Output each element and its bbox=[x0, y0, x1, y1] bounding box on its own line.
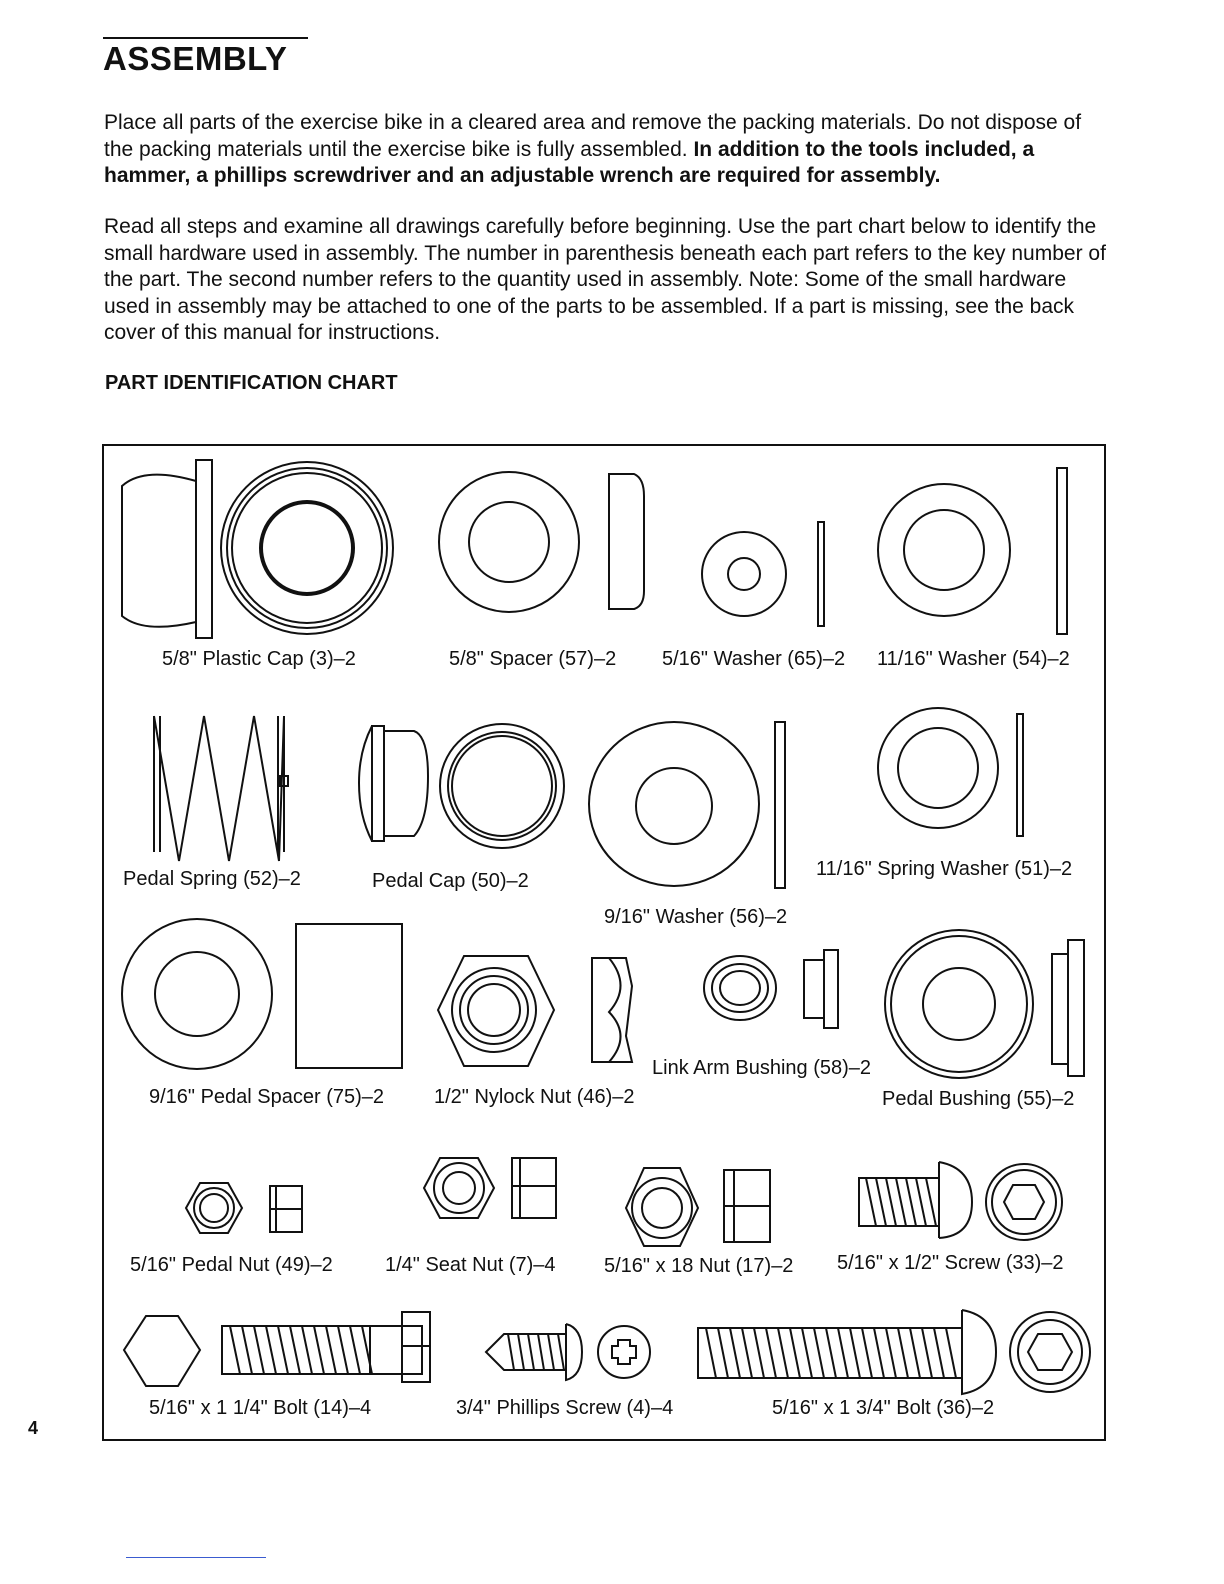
part-label-pedal-spacer: 9/16" Pedal Spacer (75)–2 bbox=[149, 1086, 385, 1108]
part-label-washer-56: 9/16" Washer (56)–2 bbox=[604, 906, 788, 928]
bolt-14-illustration bbox=[124, 1312, 430, 1386]
footer-line bbox=[126, 1557, 266, 1558]
title-rule bbox=[103, 37, 308, 39]
washer-54-illustration bbox=[878, 468, 1067, 634]
pedal-spring-illustration bbox=[154, 716, 288, 861]
part-label-link-arm-bushing: Link Arm Bushing (58)–2 bbox=[652, 1057, 872, 1079]
pedal-nut-illustration bbox=[186, 1183, 302, 1233]
screw-33-illustration bbox=[859, 1162, 1062, 1240]
part-label-washer-65: 5/16" Washer (65)–2 bbox=[662, 648, 846, 670]
bolt-36-illustration bbox=[698, 1310, 1090, 1394]
spacer-57-illustration bbox=[439, 472, 644, 612]
part-label-washer-54: 11/16" Washer (54)–2 bbox=[877, 648, 1070, 670]
intro-text: Place all parts of the exercise bike in a cleared area and remove the packing materials. Do not dispose of the packing materials until the exercise bike is fully assembled. bbox=[104, 111, 1082, 161]
part-label-pedal-nut: 5/16" Pedal Nut (49)–2 bbox=[130, 1254, 333, 1276]
intro-paragraph-1 bbox=[104, 110, 1114, 190]
parts-illustrations bbox=[104, 446, 1108, 1443]
washer-56-illustration bbox=[589, 722, 785, 888]
tools-required-note: In addition to the tools included, a hammer, a phillips screwdriver and an adjustable wrench are required for assembly. bbox=[104, 137, 1035, 187]
part-label-bolt-36: 5/16" x 1 3/4" Bolt (36)–2 bbox=[772, 1397, 995, 1419]
part-label-screw-33: 5/16" x 1/2" Screw (33)–2 bbox=[837, 1252, 1064, 1274]
part-label-spacer-57: 5/8" Spacer (57)–2 bbox=[449, 648, 617, 670]
part-label-phillips-screw: 3/4" Phillips Screw (4)–4 bbox=[456, 1397, 674, 1419]
part-label-seat-nut: 1/4" Seat Nut (7)–4 bbox=[385, 1254, 556, 1276]
part-label-pedal-bushing: Pedal Bushing (55)–2 bbox=[882, 1088, 1075, 1110]
part-label-nylock-nut: 1/2" Nylock Nut (46)–2 bbox=[434, 1086, 635, 1108]
pedal-bushing-illustration bbox=[885, 930, 1084, 1078]
nut-17-illustration bbox=[626, 1168, 770, 1246]
part-label-pedal-cap: Pedal Cap (50)–2 bbox=[372, 870, 529, 892]
part-identification-chart bbox=[102, 444, 1106, 1441]
intro-paragraph-2: Read all steps and examine all drawings carefully before beginning. Use the part chart below to identify the small hardware used in assembly. The number in parenthesis beneath each part refers to the key number of the part. The second number refers to the quantity used in assembly. Note: Some of the small hardware used in assembly may be attached to one of the parts to be assembled. If a part is missing, see the back cover of this manual for instructions. bbox=[104, 215, 1106, 344]
part-label-nut-17: 5/16" x 18 Nut (17)–2 bbox=[604, 1255, 794, 1277]
link-arm-bushing-illustration bbox=[704, 950, 838, 1028]
phillips-screw-illustration bbox=[486, 1324, 650, 1380]
page-number: 4 bbox=[28, 1418, 39, 1438]
seat-nut-illustration bbox=[424, 1158, 556, 1218]
chart-heading: PART IDENTIFICATION CHART bbox=[105, 372, 398, 394]
pedal-cap-illustration bbox=[359, 724, 564, 848]
part-label-spring-washer: 11/16" Spring Washer (51)–2 bbox=[816, 858, 1073, 880]
part-label-bolt-14: 5/16" x 1 1/4" Bolt (14)–4 bbox=[149, 1397, 372, 1419]
part-label-pedal-spring: Pedal Spring (52)–2 bbox=[123, 868, 301, 890]
plastic-cap-illustration bbox=[122, 460, 393, 638]
spring-washer-illustration bbox=[878, 708, 1023, 836]
nylock-nut-illustration bbox=[438, 956, 632, 1066]
part-label-plastic-cap: 5/8" Plastic Cap (3)–2 bbox=[162, 648, 356, 670]
pedal-spacer-illustration bbox=[122, 919, 402, 1069]
washer-65-illustration bbox=[702, 522, 824, 626]
page-title: ASSEMBLY bbox=[103, 40, 288, 77]
